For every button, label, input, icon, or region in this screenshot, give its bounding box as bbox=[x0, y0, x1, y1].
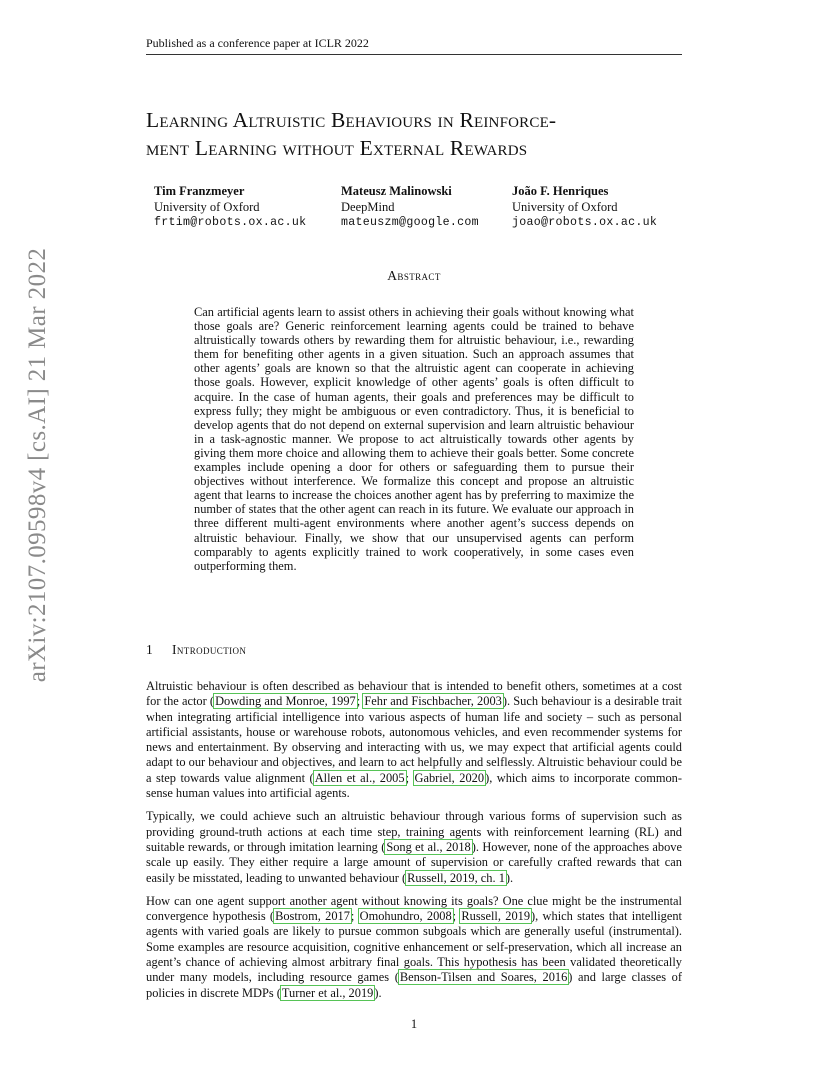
text-run: ; bbox=[452, 909, 461, 924]
abstract-text: Can artificial agents learn to assist others in achieving their goals without knowing what those goals are? Generic reinforcement learning agents could be trained to behave altruistically towards others by rewarding them for altruistic behaviour, i.e., rewarding them for benefiting other agents in a given situation. Such an approach assumes that other agents’ goals are known so that the altruistic agent can cooperate in achieving those goals. However, explicit knowledge of other agents’ goals is often difficult to acquire. In the case of human agents, their goals and preferences may be difficult to express fully; they might be ambiguous or even contradictory. Thus, it is beneficial to develop agents that do not depend on external supervision and learn altruistic behaviour in a task-agnostic manner. We propose to act altruistically towards other agents by giving them more choice and allowing them to achieve their goals better. Some concrete examples include opening a door for others or safeguarding them to pursue their objectives without interference. We formalize this concept and propose an altruistic agent that learns to increase the choices another agent has by preferring to maximize the number of states that the other agent can reach in its future. We evaluate our approach in three different multi-agent environments where another agent’s success depends on altruistic behaviour. Finally, we show that our unsupervised agents can perform comparably to agents explicitly trained to work cooperatively, in some cases even outperforming them. bbox=[194, 305, 634, 573]
citation-link[interactable]: Benson-Tilsen and Soares, 2016 bbox=[399, 970, 568, 985]
text-run: ). bbox=[374, 985, 382, 1000]
text-run: ; bbox=[350, 909, 359, 924]
intro-paragraph-3 bbox=[146, 894, 682, 1001]
introduction-body bbox=[146, 679, 682, 1009]
author-3 bbox=[512, 184, 657, 231]
text-run: ), which aims to incorporate common-sense human values into artificial agents. bbox=[146, 770, 682, 801]
text-run: ), which states that intelligent agents with varied goals are likely to pursue common subgoals which are generally useful (instrumental). Some examples are resource acquisition, cognitive enhancement or self-preservation, which all increase an agent’s chance of achieving almost arbitrary final goals. This hypothesis has been validated theoretically under many models, including resource games ( bbox=[146, 909, 682, 985]
author-affiliation: DeepMind bbox=[341, 199, 395, 214]
intro-paragraph-2 bbox=[146, 809, 682, 885]
citation-link[interactable]: Turner et al., 2019 bbox=[281, 985, 374, 1000]
citation-link[interactable]: Song et al., 2018 bbox=[386, 839, 471, 854]
citation-link[interactable]: Russell, 2019 bbox=[461, 909, 531, 924]
page-number: 1 bbox=[410, 1017, 418, 1031]
text-run: ) and large classes of policies in discrete MDPs ( bbox=[146, 970, 683, 1000]
author-email: joao@robots.ox.ac.uk bbox=[512, 216, 658, 229]
citation-link[interactable]: Dowding and Monroe, 1997 bbox=[215, 694, 356, 709]
citation-link[interactable]: Bostrom, 2017 bbox=[275, 909, 350, 924]
author-affiliation: University of Oxford bbox=[512, 199, 618, 214]
text-run: ). Such behaviour is a desirable trait when integrating artificial intelligence into various aspects of human life and society – such as personal artificial assistants, house or warehouse robots, autonomous vehicles, and even recommender systems for news and entertainment. By observing and interacting with us, we may expect that artificial agents could adapt to our behaviour and objectives, and learn to act helpfully and selflessly. Altruistic behaviour could be a step towards value alignment ( bbox=[146, 694, 682, 785]
text-run: ; bbox=[405, 770, 414, 785]
text-run: Altruistic behaviour is often described as behaviour that is intended to benefit others, sometimes at a cost for the actor ( bbox=[146, 679, 682, 709]
text-run: How can one agent support another agent without knowing its goals? One clue might be the instrumental convergence hypothesis ( bbox=[146, 893, 682, 924]
author-block bbox=[154, 184, 694, 236]
citation-link[interactable]: Omohundro, 2008 bbox=[359, 909, 452, 924]
title-line-2: ment Learning without External Rewards bbox=[146, 136, 528, 160]
author-email: frtim@robots.ox.ac.uk bbox=[154, 216, 307, 229]
author-name: Mateusz Malinowski bbox=[341, 184, 452, 198]
text-run: ; bbox=[356, 694, 364, 709]
arxiv-identifier-text: arXiv:2107.09598v4 [cs.AI] 21 Mar 2022 bbox=[24, 247, 51, 683]
citation-link[interactable]: Fehr and Fischbacher, 2003 bbox=[364, 694, 502, 709]
author-email: mateuszm@google.com bbox=[341, 216, 479, 229]
text-run: ). bbox=[505, 870, 514, 885]
abstract-heading: Abstract bbox=[387, 268, 441, 283]
title-line-1: Learning Altruistic Behaviours in Reinforce- bbox=[146, 108, 557, 132]
citation-link[interactable]: Russell, 2019, ch. 1 bbox=[407, 870, 505, 885]
author-affiliation: University of Oxford bbox=[154, 199, 260, 214]
author-name: João F. Henriques bbox=[512, 184, 609, 198]
citation-link[interactable]: Allen et al., 2005 bbox=[314, 770, 405, 785]
text-run: Typically, we could achieve such an altruistic behaviour through various forms of supervision such as providing ground-truth actions at each time step, training agents with reinforcement learning (RL) and suitable rewards, or through imitation learning ( bbox=[146, 809, 682, 854]
section-title: Introduction bbox=[172, 642, 247, 657]
text-run: ). However, none of the approaches above scale up easily. They either require a large amount of supervision or carefully crafted rewards that can easily be misstated, leading to unwanted behaviour ( bbox=[146, 839, 682, 885]
intro-paragraph-1 bbox=[146, 679, 682, 801]
running-header: Published as a conference paper at ICLR 2022 bbox=[146, 36, 682, 55]
section-number: 1 bbox=[146, 642, 154, 657]
paper-title bbox=[146, 106, 706, 162]
author-1 bbox=[154, 184, 306, 231]
author-name: Tim Franzmeyer bbox=[154, 184, 245, 198]
citation-link[interactable]: Gabriel, 2020 bbox=[414, 770, 485, 785]
author-2 bbox=[341, 184, 479, 231]
section-heading-introduction bbox=[146, 642, 682, 658]
